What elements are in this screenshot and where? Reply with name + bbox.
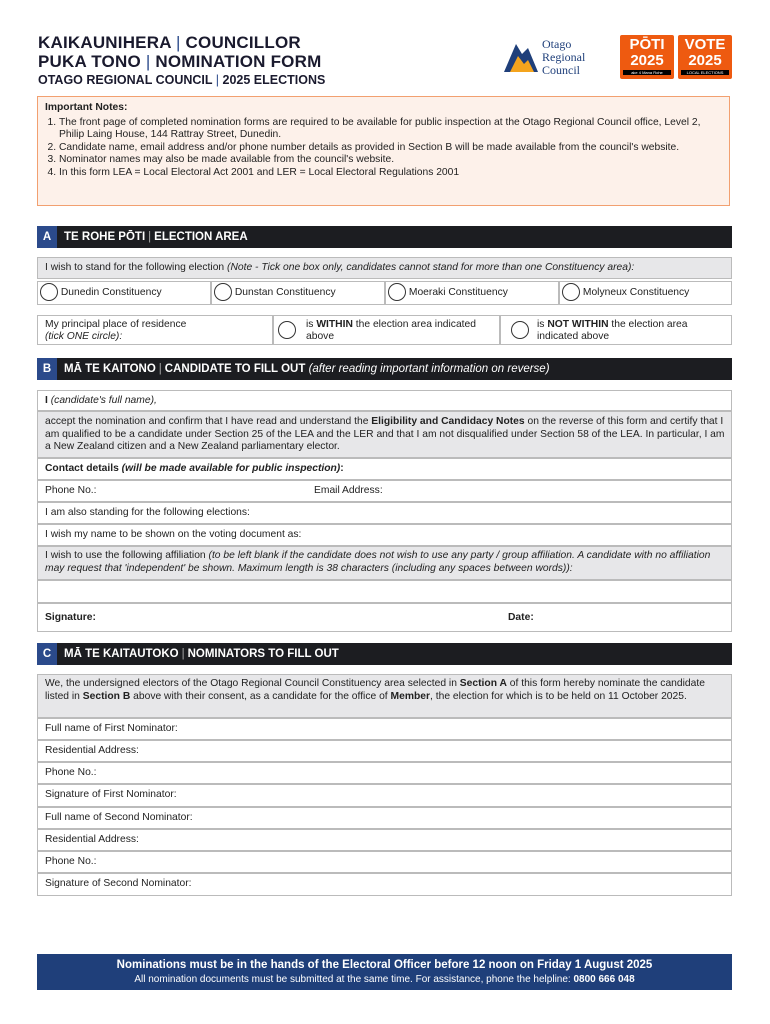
dunedin-radio[interactable] (40, 283, 58, 301)
header-line-2: PUKA TONO | NOMINATION FORM (38, 52, 322, 71)
affiliation-label: I wish to use the following affiliation (to be left blank if the candidate does not wish to use any party / group affiliation. A candidate with no affiliation may request that 'independent' be shown. Maximum length is 38 characters (including any spaces between words)): (37, 546, 732, 580)
signature-date-row[interactable] (37, 603, 732, 632)
option-molyneux[interactable]: Molyneux Constituency (559, 281, 732, 305)
also-standing-field[interactable]: I am also standing for the following elections: (37, 502, 732, 524)
option-dunstan[interactable]: Dunstan Constituency (211, 281, 385, 305)
second-nominator-signature-field[interactable]: Signature of Second Nominator: (37, 873, 732, 896)
option-not-within[interactable] (500, 315, 732, 345)
dunstan-radio[interactable] (214, 283, 232, 301)
section-a-header: A TE ROHE PŌTI | ELECTION AREA (37, 226, 732, 248)
first-nominator-signature-field[interactable]: Signature of First Nominator: (37, 784, 732, 807)
mountain-logo-icon (502, 36, 540, 76)
voting-name-field[interactable]: I wish my name to be shown on the voting document as: (37, 524, 732, 546)
otago-regional-council-logo (502, 36, 602, 80)
option-moeraki[interactable]: Moeraki Constituency (385, 281, 559, 305)
important-notes: Important Notes: 1. The front page of completed nomination forms are required to be available for public inspection at the Otago Regional Council office, Level 2, Philip Laing House, 144 Rattray Street, Dunedin. 2. Candidate name, email address and/or phone number details as provided in Section B will be made available from the council's website. 3. Nominator names may also be made available from the council's website. 4. In this form LEA = Local Electoral Act 2001 and LER = Local Electoral Regulations 2001 (37, 96, 730, 206)
first-nominator-address-field[interactable]: Residential Address: (37, 740, 732, 762)
option-within[interactable] (273, 315, 500, 345)
header-line-1: KAIKAUNIHERA | COUNCILLOR (38, 33, 301, 52)
poti-2025-badge: PŌTI 2025 ake 4 Mana Rohe (620, 35, 674, 79)
not-within-label: is NOT WITHIN the election area indicated above (537, 319, 688, 342)
candidate-declaration: accept the nomination and confirm that I have read and understand the Eligibility and Candidacy Notes on the reverse of this form and certify that I am qualified to be a candidate under Section 25 of the LEA and the LER and that I am not disqualified under Section 58 of the LEA. In particular, I am a New Zealand citizen and a New Zealand parliamentary elector. (37, 411, 732, 458)
first-nominator-phone-field[interactable]: Phone No.: (37, 762, 732, 784)
residence-label: My principal place of residence (tick ONE circle): (37, 315, 273, 345)
molyneux-radio[interactable] (562, 283, 580, 301)
candidate-full-name-field[interactable]: I (candidate's full name), (37, 390, 732, 411)
phone-field-label: Phone No.: (45, 485, 97, 496)
section-b-header: B MĀ TE KAITONO | CANDIDATE TO FILL OUT (after reading important information on reverse) (37, 358, 732, 380)
email-field-label: Email Address: (314, 485, 383, 496)
contact-details-label: Contact details (will be made available for public inspection): (37, 458, 732, 480)
signature-label: Signature: (45, 612, 96, 623)
header-line-3: OTAGO REGIONAL COUNCIL | 2025 ELECTIONS (38, 73, 326, 87)
form-header (38, 33, 325, 88)
second-nominator-phone-field[interactable]: Phone No.: (37, 851, 732, 873)
section-c-header: C MĀ TE KAITAUTOKO | NOMINATORS TO FILL OUT (37, 643, 732, 665)
option-dunedin[interactable]: Dunedin Constituency (37, 281, 211, 305)
vote-2025-badge: VOTE 2025 LOCAL ELECTIONS (678, 35, 732, 79)
not-within-radio[interactable] (511, 321, 529, 339)
second-nominator-name-field[interactable]: Full name of Second Nominator: (37, 807, 732, 829)
first-nominator-name-field[interactable]: Full name of First Nominator: (37, 718, 732, 740)
submission-deadline-banner: Nominations must be in the hands of the Electoral Officer before 12 noon on Friday 1 August 2025 All nomination documents must be submitted at the same time. For assistance, phone the helpline: 0800 666 048 (37, 954, 732, 990)
second-nominator-address-field[interactable]: Residential Address: (37, 829, 732, 851)
nominator-statement: We, the undersigned electors of the Otago Regional Council Constituency area selected in Section A of this form hereby nominate the candidate listed in Section B above with their consent, as a candidate for the office of Member, the election for which is to be held on 11 October 2025. (37, 674, 732, 718)
affiliation-field[interactable] (37, 580, 732, 603)
logo-text: Otago Regional Council (542, 37, 586, 77)
moeraki-radio[interactable] (388, 283, 406, 301)
phone-email-row[interactable] (37, 480, 732, 502)
election-prompt: I wish to stand for the following election (Note - Tick one box only, candidates cannot stand for more than one Constituency area): (37, 257, 732, 279)
within-label: is WITHIN the election area indicated above (306, 319, 476, 342)
date-label: Date: (508, 612, 534, 623)
within-radio[interactable] (278, 321, 296, 339)
